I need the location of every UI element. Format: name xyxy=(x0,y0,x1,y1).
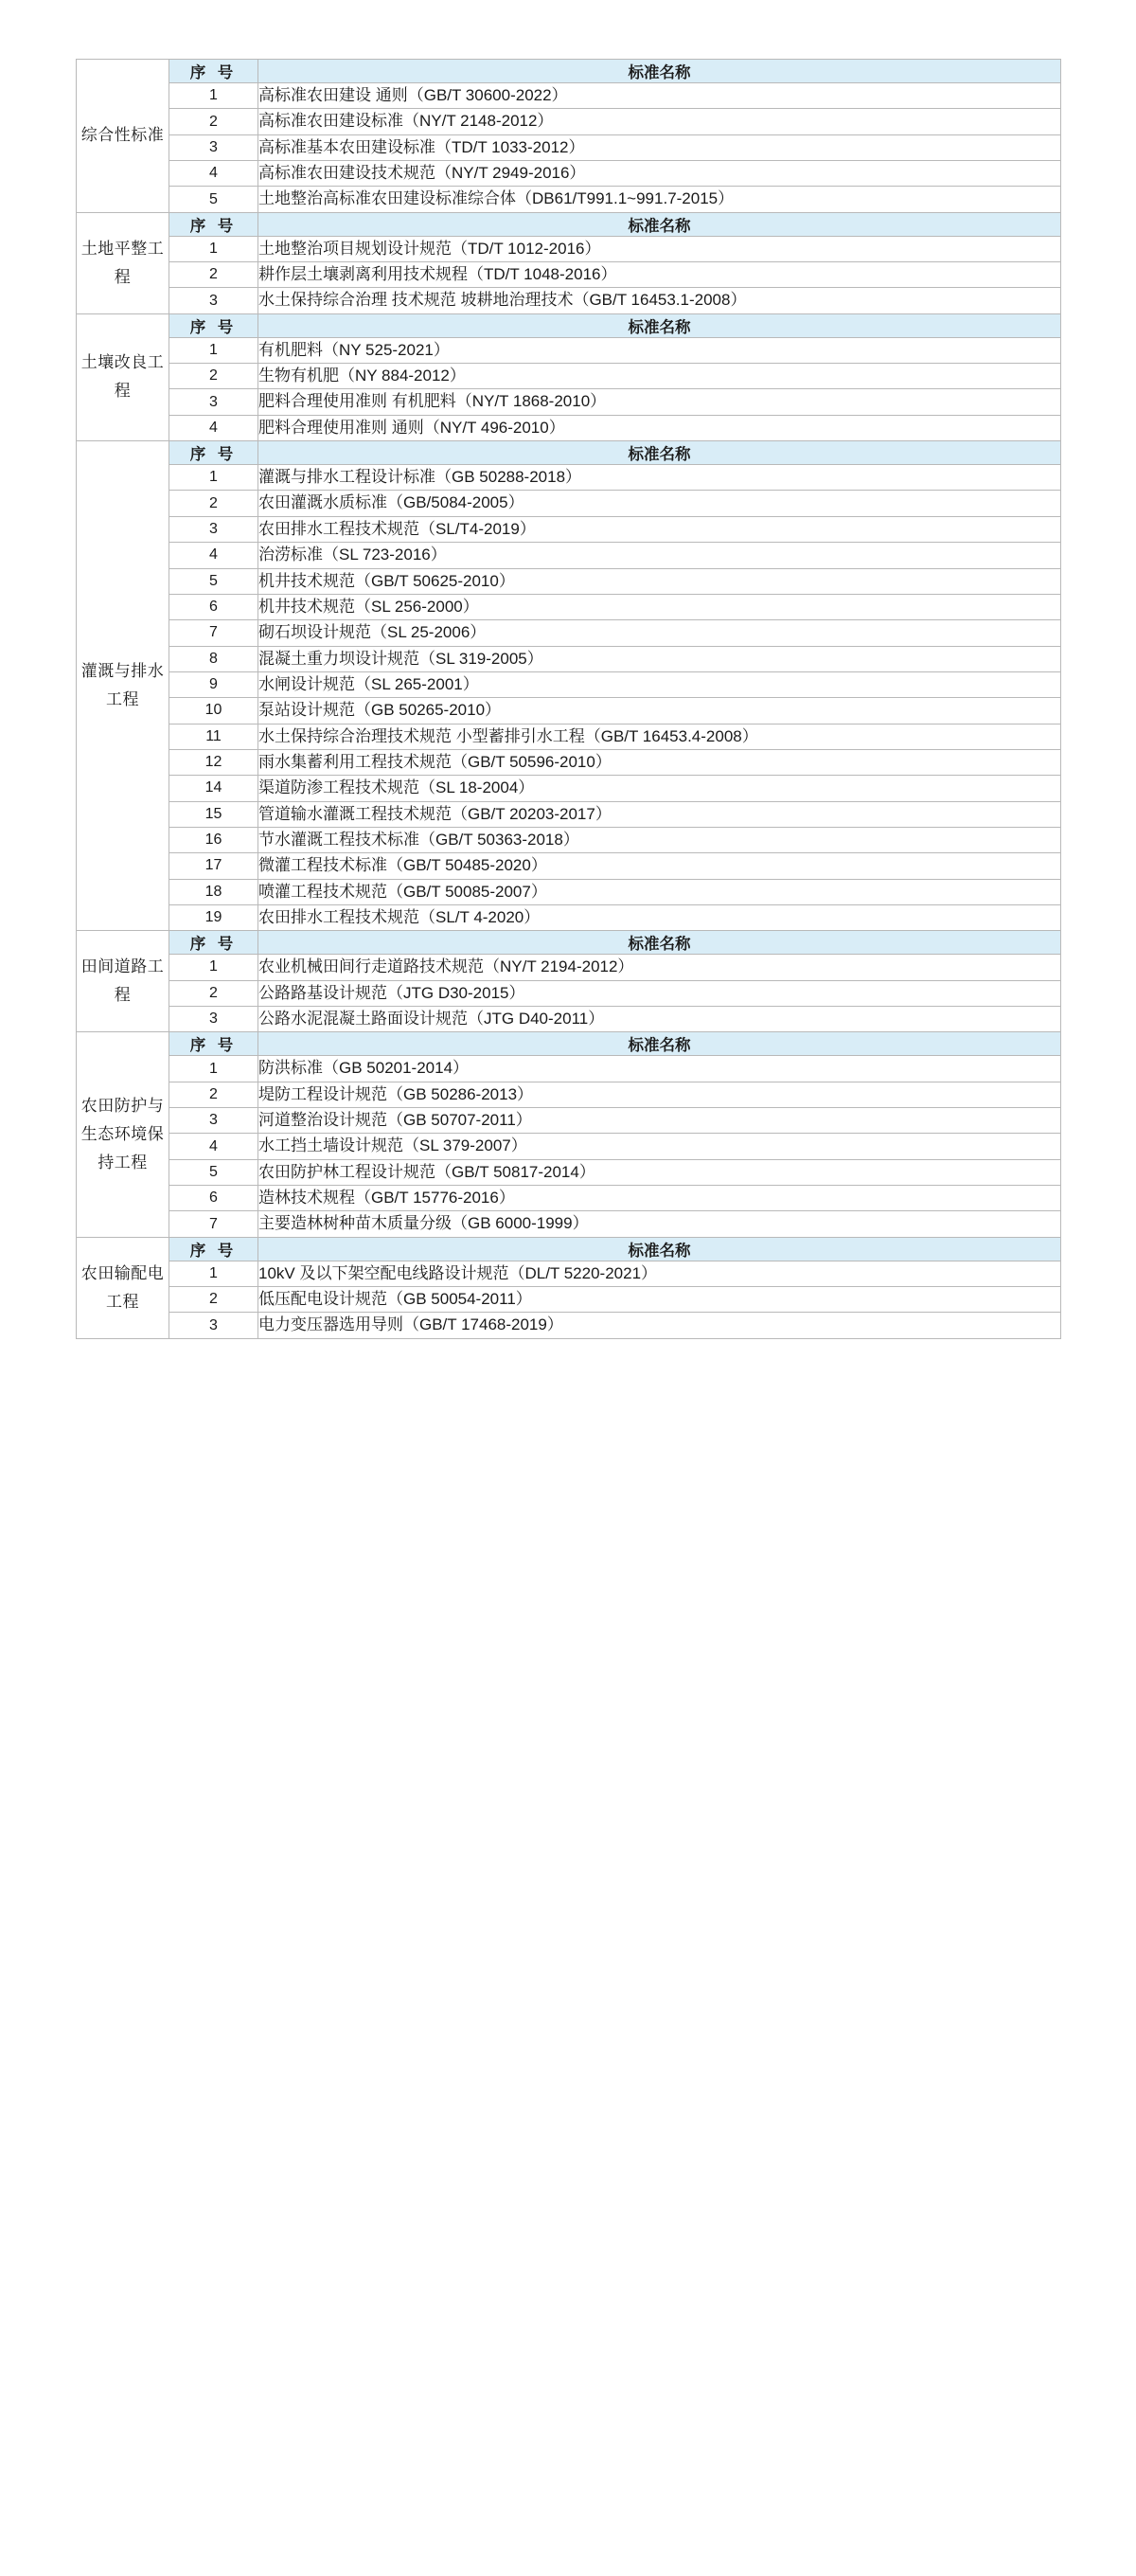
column-header-name: 标准名称 xyxy=(258,441,1061,465)
table-row xyxy=(77,646,1061,671)
table-row xyxy=(77,955,1061,980)
standard-name-cell: 泵站设计规范（GB 50265-2010） xyxy=(258,698,1061,724)
table-row xyxy=(77,1056,1061,1082)
row-number-cell: 1 xyxy=(169,955,258,980)
table-row xyxy=(77,1108,1061,1134)
row-number-cell: 3 xyxy=(169,389,258,415)
row-number-cell: 3 xyxy=(169,134,258,160)
table-row xyxy=(77,83,1061,109)
standard-name-cell: 农田灌溉水质标准（GB/5084-2005） xyxy=(258,491,1061,516)
row-number-cell: 5 xyxy=(169,187,258,212)
category-cell: 灌溉与排水工程 xyxy=(77,441,169,931)
row-number-cell: 2 xyxy=(169,1287,258,1313)
table-row xyxy=(77,620,1061,646)
row-number-cell: 10 xyxy=(169,698,258,724)
standard-name-cell: 治涝标准（SL 723-2016） xyxy=(258,543,1061,568)
row-number-cell: 14 xyxy=(169,776,258,801)
standard-name-cell: 肥料合理使用准则 有机肥料（NY/T 1868-2010） xyxy=(258,389,1061,415)
row-number-cell: 3 xyxy=(169,516,258,542)
standard-name-cell: 肥料合理使用准则 通则（NY/T 496-2010） xyxy=(258,415,1061,440)
row-number-cell: 6 xyxy=(169,1186,258,1211)
standard-name-cell: 混凝土重力坝设计规范（SL 319-2005） xyxy=(258,646,1061,671)
category-cell: 农田防护与生态环境保持工程 xyxy=(77,1032,169,1237)
table-group-header-row xyxy=(77,441,1061,465)
row-number-cell: 18 xyxy=(169,879,258,904)
table-row xyxy=(77,980,1061,1006)
table-group-header-row xyxy=(77,931,1061,955)
standard-name-cell: 喷灌工程技术规范（GB/T 50085-2007） xyxy=(258,879,1061,904)
column-header-name: 标准名称 xyxy=(258,1032,1061,1056)
standard-name-cell: 高标准农田建设 通则（GB/T 30600-2022） xyxy=(258,83,1061,109)
row-number-cell: 3 xyxy=(169,1007,258,1032)
column-header-no: 序 号 xyxy=(169,1237,258,1261)
row-number-cell: 2 xyxy=(169,491,258,516)
table-row xyxy=(77,671,1061,697)
standard-name-cell: 公路路基设计规范（JTG D30-2015） xyxy=(258,980,1061,1006)
standard-name-cell: 水工挡土墙设计规范（SL 379-2007） xyxy=(258,1134,1061,1159)
standard-name-cell: 农田防护林工程设计规范（GB/T 50817-2014） xyxy=(258,1159,1061,1185)
row-number-cell: 1 xyxy=(169,236,258,261)
standard-name-cell: 管道输水灌溉工程技术规范（GB/T 20203-2017） xyxy=(258,801,1061,827)
table-group-header-row xyxy=(77,212,1061,236)
table-row xyxy=(77,389,1061,415)
column-header-no: 序 号 xyxy=(169,1032,258,1056)
column-header-name: 标准名称 xyxy=(258,313,1061,337)
column-header-no: 序 号 xyxy=(169,60,258,83)
table-row xyxy=(77,187,1061,212)
row-number-cell: 4 xyxy=(169,1134,258,1159)
row-number-cell: 16 xyxy=(169,827,258,852)
standards-table xyxy=(76,59,1061,1339)
table-row xyxy=(77,879,1061,904)
standard-name-cell: 雨水集蓄利用工程技术规范（GB/T 50596-2010） xyxy=(258,749,1061,775)
table-group-header-row xyxy=(77,60,1061,83)
row-number-cell: 15 xyxy=(169,801,258,827)
row-number-cell: 17 xyxy=(169,853,258,879)
table-row xyxy=(77,516,1061,542)
table-row xyxy=(77,364,1061,389)
standard-name-cell: 农田排水工程技术规范（SL/T 4-2020） xyxy=(258,904,1061,930)
table-row xyxy=(77,801,1061,827)
standard-name-cell: 河道整治设计规范（GB 50707-2011） xyxy=(258,1108,1061,1134)
standard-name-cell: 水土保持综合治理技术规范 小型蓄排引水工程（GB/T 16453.4-2008） xyxy=(258,724,1061,749)
table-row xyxy=(77,1261,1061,1286)
row-number-cell: 3 xyxy=(169,1108,258,1134)
row-number-cell: 8 xyxy=(169,646,258,671)
row-number-cell: 2 xyxy=(169,1082,258,1107)
row-number-cell: 2 xyxy=(169,262,258,288)
table-row xyxy=(77,337,1061,363)
row-number-cell: 5 xyxy=(169,568,258,594)
standard-name-cell: 10kV 及以下架空配电线路设计规范（DL/T 5220-2021） xyxy=(258,1261,1061,1286)
row-number-cell: 2 xyxy=(169,980,258,1006)
standard-name-cell: 有机肥料（NY 525-2021） xyxy=(258,337,1061,363)
row-number-cell: 1 xyxy=(169,1056,258,1082)
row-number-cell: 1 xyxy=(169,83,258,109)
standard-name-cell: 土地整治高标准农田建设标准综合体（DB61/T991.1~991.7-2015） xyxy=(258,187,1061,212)
table-group-header-row xyxy=(77,1032,1061,1056)
row-number-cell: 12 xyxy=(169,749,258,775)
column-header-no: 序 号 xyxy=(169,313,258,337)
table-row xyxy=(77,491,1061,516)
category-cell: 土地平整工程 xyxy=(77,212,169,313)
standard-name-cell: 高标准农田建设技术规范（NY/T 2949-2016） xyxy=(258,161,1061,187)
column-header-name: 标准名称 xyxy=(258,60,1061,83)
standard-name-cell: 灌溉与排水工程设计标准（GB 50288-2018） xyxy=(258,465,1061,491)
standard-name-cell: 生物有机肥（NY 884-2012） xyxy=(258,364,1061,389)
row-number-cell: 7 xyxy=(169,620,258,646)
table-row xyxy=(77,465,1061,491)
category-cell: 土壤改良工程 xyxy=(77,313,169,440)
row-number-cell: 6 xyxy=(169,594,258,619)
standard-name-cell: 微灌工程技术标准（GB/T 50485-2020） xyxy=(258,853,1061,879)
row-number-cell: 4 xyxy=(169,161,258,187)
standard-name-cell: 造林技术规程（GB/T 15776-2016） xyxy=(258,1186,1061,1211)
category-cell: 综合性标准 xyxy=(77,60,169,213)
row-number-cell: 9 xyxy=(169,671,258,697)
row-number-cell: 3 xyxy=(169,1313,258,1338)
table-row xyxy=(77,288,1061,313)
column-header-name: 标准名称 xyxy=(258,1237,1061,1261)
row-number-cell: 1 xyxy=(169,337,258,363)
row-number-cell: 3 xyxy=(169,288,258,313)
table-row xyxy=(77,161,1061,187)
standard-name-cell: 渠道防渗工程技术规范（SL 18-2004） xyxy=(258,776,1061,801)
row-number-cell: 2 xyxy=(169,364,258,389)
standard-name-cell: 砌石坝设计规范（SL 25-2006） xyxy=(258,620,1061,646)
table-row xyxy=(77,236,1061,261)
standard-name-cell: 节水灌溉工程技术标准（GB/T 50363-2018） xyxy=(258,827,1061,852)
table-row xyxy=(77,1186,1061,1211)
table-row xyxy=(77,1287,1061,1313)
table-row xyxy=(77,1134,1061,1159)
table-row xyxy=(77,724,1061,749)
table-row xyxy=(77,415,1061,440)
table-row xyxy=(77,262,1061,288)
table-row xyxy=(77,904,1061,930)
standard-name-cell: 公路水泥混凝土路面设计规范（JTG D40-2011） xyxy=(258,1007,1061,1032)
table-row xyxy=(77,1313,1061,1338)
standard-name-cell: 机井技术规范（GB/T 50625-2010） xyxy=(258,568,1061,594)
table-row xyxy=(77,134,1061,160)
standard-name-cell: 电力变压器选用导则（GB/T 17468-2019） xyxy=(258,1313,1061,1338)
table-row xyxy=(77,568,1061,594)
row-number-cell: 11 xyxy=(169,724,258,749)
row-number-cell: 2 xyxy=(169,109,258,134)
standard-name-cell: 耕作层土壤剥离利用技术规程（TD/T 1048-2016） xyxy=(258,262,1061,288)
standard-name-cell: 防洪标准（GB 50201-2014） xyxy=(258,1056,1061,1082)
table-row xyxy=(77,1007,1061,1032)
column-header-name: 标准名称 xyxy=(258,212,1061,236)
table-row xyxy=(77,543,1061,568)
column-header-name: 标准名称 xyxy=(258,931,1061,955)
standard-name-cell: 高标准农田建设标准（NY/T 2148-2012） xyxy=(258,109,1061,134)
row-number-cell: 4 xyxy=(169,543,258,568)
standard-name-cell: 农田排水工程技术规范（SL/T4-2019） xyxy=(258,516,1061,542)
standard-name-cell: 土地整治项目规划设计规范（TD/T 1012-2016） xyxy=(258,236,1061,261)
table-row xyxy=(77,594,1061,619)
table-group-header-row xyxy=(77,313,1061,337)
category-cell: 农田输配电工程 xyxy=(77,1237,169,1338)
table-row xyxy=(77,776,1061,801)
table-row xyxy=(77,749,1061,775)
table-body xyxy=(77,60,1061,1339)
column-header-no: 序 号 xyxy=(169,931,258,955)
column-header-no: 序 号 xyxy=(169,212,258,236)
standard-name-cell: 农业机械田间行走道路技术规范（NY/T 2194-2012） xyxy=(258,955,1061,980)
standard-name-cell: 高标准基本农田建设标准（TD/T 1033-2012） xyxy=(258,134,1061,160)
standard-name-cell: 堤防工程设计规范（GB 50286-2013） xyxy=(258,1082,1061,1107)
row-number-cell: 19 xyxy=(169,904,258,930)
table-row xyxy=(77,1211,1061,1237)
column-header-no: 序 号 xyxy=(169,441,258,465)
standard-name-cell: 机井技术规范（SL 256-2000） xyxy=(258,594,1061,619)
table-row xyxy=(77,1159,1061,1185)
row-number-cell: 4 xyxy=(169,415,258,440)
category-cell: 田间道路工程 xyxy=(77,931,169,1032)
row-number-cell: 5 xyxy=(169,1159,258,1185)
table-row xyxy=(77,698,1061,724)
standard-name-cell: 水土保持综合治理 技术规范 坡耕地治理技术（GB/T 16453.1-2008） xyxy=(258,288,1061,313)
row-number-cell: 1 xyxy=(169,465,258,491)
table-group-header-row xyxy=(77,1237,1061,1261)
standard-name-cell: 低压配电设计规范（GB 50054-2011） xyxy=(258,1287,1061,1313)
table-row xyxy=(77,853,1061,879)
standard-name-cell: 水闸设计规范（SL 265-2001） xyxy=(258,671,1061,697)
table-row xyxy=(77,827,1061,852)
table-row xyxy=(77,1082,1061,1107)
row-number-cell: 7 xyxy=(169,1211,258,1237)
row-number-cell: 1 xyxy=(169,1261,258,1286)
standard-name-cell: 主要造林树种苗木质量分级（GB 6000-1999） xyxy=(258,1211,1061,1237)
table-row xyxy=(77,109,1061,134)
